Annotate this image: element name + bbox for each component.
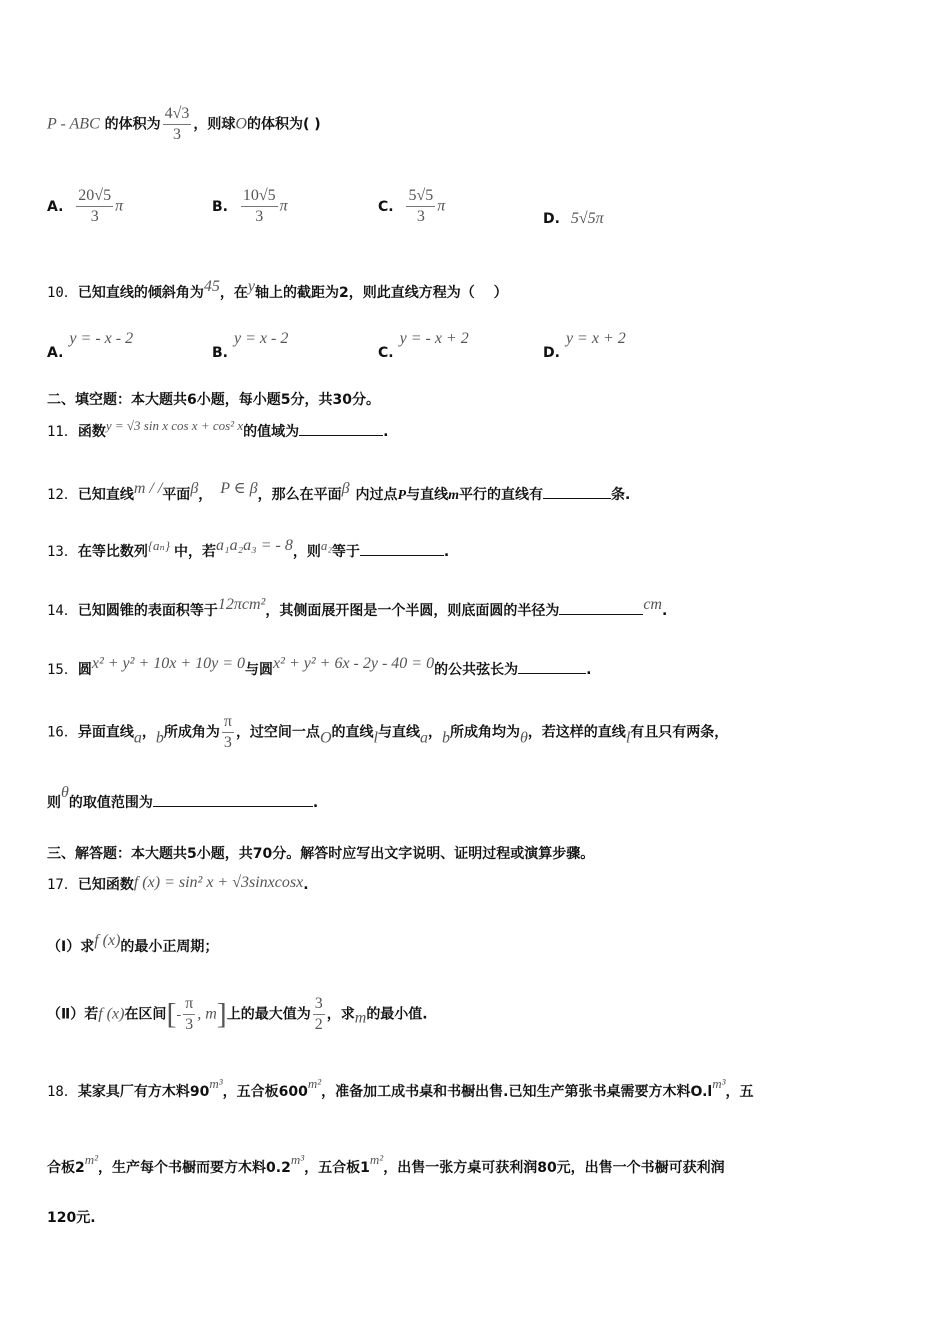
q13-text3: ，则 <box>292 544 321 560</box>
q13-m2: a₁a₂a₃ = - 8 <box>216 537 293 554</box>
q16-l: l <box>373 729 378 747</box>
option-expr: y = - x + 2 <box>399 330 469 347</box>
q16-text2: 所成角为 <box>163 724 220 741</box>
q16-text7: ，若这样的直线 <box>527 724 626 741</box>
q13-text4: 等于 <box>331 544 360 560</box>
q17-max-fraction <box>313 994 325 1035</box>
q12-text5: 内过点 <box>355 487 398 503</box>
q18-unit3: m³ <box>712 1076 726 1091</box>
q15-text1: 圆 <box>77 662 92 678</box>
pi-symbol: π <box>437 197 446 215</box>
q11-text2: 的值域为 <box>243 424 300 440</box>
q9-c-fraction <box>406 186 435 227</box>
frac-den: 3 <box>223 734 232 751</box>
q16-line1 <box>47 712 728 753</box>
q13 <box>47 537 449 561</box>
q18-line2 <box>47 1152 725 1177</box>
q13-answer-blank[interactable] <box>360 541 444 556</box>
question-number: 18． <box>47 1084 78 1100</box>
q12-text2: 平面 <box>162 487 191 503</box>
q18-line2-text: 合板2 <box>47 1160 85 1176</box>
q16-fraction <box>222 712 234 753</box>
q10-y: y <box>247 278 255 295</box>
q11-text1: 函数 <box>77 424 106 440</box>
q14-text1: 已知圆锥的表面积等于 <box>77 603 218 619</box>
frac-den: 3 <box>416 208 425 225</box>
frac-num: 10√5 <box>241 186 278 207</box>
q9-option-d[interactable] <box>543 210 604 228</box>
q17-p2-m: m <box>354 1009 367 1027</box>
frac-den: 2 <box>314 1016 323 1033</box>
q12-text6: 与直线 <box>406 487 449 503</box>
q12-m1: m / / <box>133 480 163 497</box>
q18-line2d: ，出售一张方桌可获利润80元，出售一个书橱可获利润 <box>383 1160 725 1176</box>
q18-line1c: ，准备加工成书桌和书橱出售.已知生产第张书桌需要方木料O.l <box>321 1084 713 1100</box>
q10-option-b[interactable] <box>212 330 288 361</box>
q14-answer-blank[interactable] <box>559 600 643 615</box>
frac-den: 3 <box>185 1016 194 1033</box>
option-label: C. <box>378 345 394 361</box>
question-number: 17． <box>47 877 78 893</box>
q13-text2: 中，若 <box>174 544 217 560</box>
q16-o: O <box>319 729 332 747</box>
q16-comma1: ， <box>141 724 156 741</box>
q14-unit: cm <box>643 596 662 613</box>
q12-text4: ，那么在平面 <box>257 487 342 503</box>
q16-a2: a <box>419 729 428 747</box>
q13-text1: 在等比数列 <box>77 544 148 560</box>
option-label: D. <box>543 345 560 361</box>
q16-text4: 的直线 <box>331 724 374 741</box>
q10-option-c[interactable] <box>378 330 469 361</box>
left-bracket-icon: [ <box>166 997 177 1031</box>
q12-text1: 已知直线 <box>77 487 134 503</box>
q12 <box>47 478 630 504</box>
q18-unit6: m² <box>369 1152 384 1167</box>
q17-interval-fraction <box>183 994 195 1035</box>
q17-p2-text2: 上的最大值为 <box>226 1006 311 1023</box>
q9-frac-den: 3 <box>173 126 182 143</box>
q17-p2-text4: 的最小值. <box>366 1006 428 1023</box>
q17-p1-text: 的最小正周期； <box>120 939 219 955</box>
q12-end: 条. <box>611 487 631 503</box>
q18-line2c: ，五合板1 <box>304 1160 370 1176</box>
q18-line1-text: 某家具厂有方木料90 <box>77 1084 210 1100</box>
q12-m3: P ∈ β <box>220 480 258 497</box>
q12-beta2: β <box>341 480 350 497</box>
q16-comma2: ， <box>427 724 442 741</box>
q18-unit2: m² <box>307 1076 322 1091</box>
q13-m1: {aₙ} <box>147 538 171 553</box>
q12-m: m <box>448 488 459 503</box>
q9-b-fraction <box>241 186 278 227</box>
option-label: B. <box>212 198 228 215</box>
q10-text3: 轴上的截距为2，则此直线方程为（ ） <box>254 285 508 301</box>
q16-text3: ，过空间一点 <box>235 724 320 741</box>
q18-unit5: m³ <box>290 1152 305 1167</box>
option-label: A. <box>47 345 64 361</box>
q16-line2-text1: 则 <box>47 795 61 811</box>
q15-end: . <box>586 662 592 678</box>
q9-text2: ，则球 <box>193 116 236 133</box>
q15-answer-blank[interactable] <box>518 659 586 674</box>
q17-end: . <box>303 877 309 893</box>
question-number: 12． <box>47 487 78 503</box>
q17-p1-label: （Ⅰ）求 <box>47 939 95 955</box>
option-label: A. <box>47 198 64 215</box>
q16-end: . <box>312 795 319 811</box>
q10-option-d[interactable] <box>543 330 626 361</box>
q16-line2-text2: 的取值范围为 <box>68 795 153 811</box>
q12-text7: 平行的直线有 <box>459 487 543 503</box>
q16-theta2: θ <box>61 784 69 801</box>
pi-symbol: π <box>279 197 288 215</box>
section-header-solve: 三、解答题：本大题共5小题，共70分。解答时应写出文字说明、证明过程或演算步骤。 <box>47 846 595 862</box>
q11-math: y = √3 sin x cos x + cos² x <box>105 418 244 433</box>
option-label: B. <box>212 345 228 361</box>
q12-text3: ， <box>198 487 213 503</box>
frac-num: π <box>222 712 234 733</box>
option-expr: 5√5π <box>570 210 604 227</box>
frac-den: 3 <box>90 208 99 225</box>
q17-part1 <box>47 932 218 956</box>
q9-math-o: O <box>235 115 247 133</box>
q14 <box>47 596 667 620</box>
q16-a: a <box>133 729 142 747</box>
frac-num: 20√5 <box>76 186 113 207</box>
question-number: 15． <box>47 662 78 678</box>
q16-line2 <box>47 784 318 812</box>
q16-text5: 与直线 <box>377 724 420 741</box>
q10-angle: 45 <box>203 278 220 295</box>
q9-frac-num: 4√3 <box>163 104 192 125</box>
q17-interval-right: , m <box>197 1005 217 1023</box>
q14-m1: 12πcm² <box>217 596 266 613</box>
option-label: D. <box>543 211 560 227</box>
q16-b2: b <box>441 729 450 747</box>
q10-stem <box>47 278 508 302</box>
q9-stem <box>47 104 321 145</box>
q18-line1 <box>47 1076 754 1101</box>
q11 <box>47 418 388 441</box>
question-number: 11． <box>47 424 78 440</box>
q9-text3: 的体积为( ) <box>246 116 321 133</box>
q14-text2: ，其侧面展开图是一个半圆，则底面圆的半径为 <box>265 603 560 619</box>
q17-p2-text1: 在区间 <box>124 1006 167 1023</box>
q17-function: f (x) = sin² x + √3sinxcosx <box>133 874 304 891</box>
section-header-fill-in: 二、填空题：本大题共6小题，每小题5分，共30分。 <box>47 392 380 408</box>
q15-text2: 与圆 <box>245 662 274 678</box>
q16-text1: 异面直线 <box>77 724 134 741</box>
q15 <box>47 655 591 679</box>
q9-option-c[interactable] <box>378 186 445 227</box>
option-expr: y = x + 2 <box>565 330 626 347</box>
q10-text1: 已知直线的倾斜角为 <box>77 285 204 301</box>
q18-line3: 120元. <box>47 1210 96 1226</box>
q18-line1b: ，五合板600 <box>222 1084 308 1100</box>
q16-theta: θ <box>519 729 528 747</box>
q11-end: . <box>383 424 389 440</box>
q9-option-a[interactable] <box>47 186 123 227</box>
q18-line1d: ，五 <box>725 1084 754 1100</box>
q12-beta: β <box>190 480 199 497</box>
q9-option-b[interactable] <box>212 186 288 227</box>
q17-text1: 已知函数 <box>77 877 134 893</box>
question-number: 10． <box>47 285 78 301</box>
question-number: 13． <box>47 544 78 560</box>
q18-unit4: m² <box>84 1152 99 1167</box>
q12-p: P <box>397 488 407 503</box>
q14-end: . <box>661 603 668 619</box>
q9-fraction <box>163 104 192 145</box>
frac-num: π <box>183 994 195 1015</box>
q16-b: b <box>155 729 164 747</box>
q18-unit1: m³ <box>209 1076 223 1091</box>
q17-part2 <box>47 994 428 1035</box>
q17-p2-label: （Ⅱ）若 <box>47 1006 99 1023</box>
q13-end: . <box>443 544 450 560</box>
q15-circle1: x² + y² + 10x + 10y = 0 <box>91 655 246 672</box>
q10-option-a[interactable] <box>47 330 133 361</box>
minus-sign-icon: - <box>176 1007 182 1023</box>
q16-text6: 所成角均为 <box>449 724 520 741</box>
q17-p1-math: f (x) <box>94 932 121 949</box>
q12-answer-blank[interactable] <box>543 484 611 499</box>
q13-m3: a₂ <box>320 538 332 553</box>
q16-answer-blank[interactable] <box>153 792 313 807</box>
question-number: 14． <box>47 603 78 619</box>
question-number: 16． <box>47 724 78 741</box>
q9-lead-math: P - ABC <box>47 115 100 133</box>
frac-den: 3 <box>255 208 264 225</box>
right-bracket-icon: ] <box>216 997 227 1031</box>
pi-symbol: π <box>115 197 124 215</box>
q9-a-fraction <box>76 186 113 227</box>
option-expr: y = x - 2 <box>234 330 289 347</box>
q16-l2: l <box>625 729 631 747</box>
q9-text1: 的体积为 <box>104 116 161 133</box>
q17-stem <box>47 874 309 894</box>
option-label: C. <box>378 198 394 215</box>
q11-answer-blank[interactable] <box>299 421 383 436</box>
frac-num: 5√5 <box>406 186 435 207</box>
option-expr: y = - x - 2 <box>69 330 134 347</box>
frac-num: 3 <box>313 994 325 1015</box>
q17-p2-math: f (x) <box>98 1005 125 1023</box>
q17-p2-text3: ，求 <box>326 1006 355 1023</box>
q15-text3: 的公共弦长为 <box>434 662 519 678</box>
q15-circle2: x² + y² + 6x - 2y - 40 = 0 <box>273 655 435 672</box>
q16-text8: 有且只有两条， <box>630 724 729 741</box>
q10-text2: ，在 <box>219 285 248 301</box>
q18-line2b: ，生产每个书橱而要方木料0.2 <box>98 1160 291 1176</box>
